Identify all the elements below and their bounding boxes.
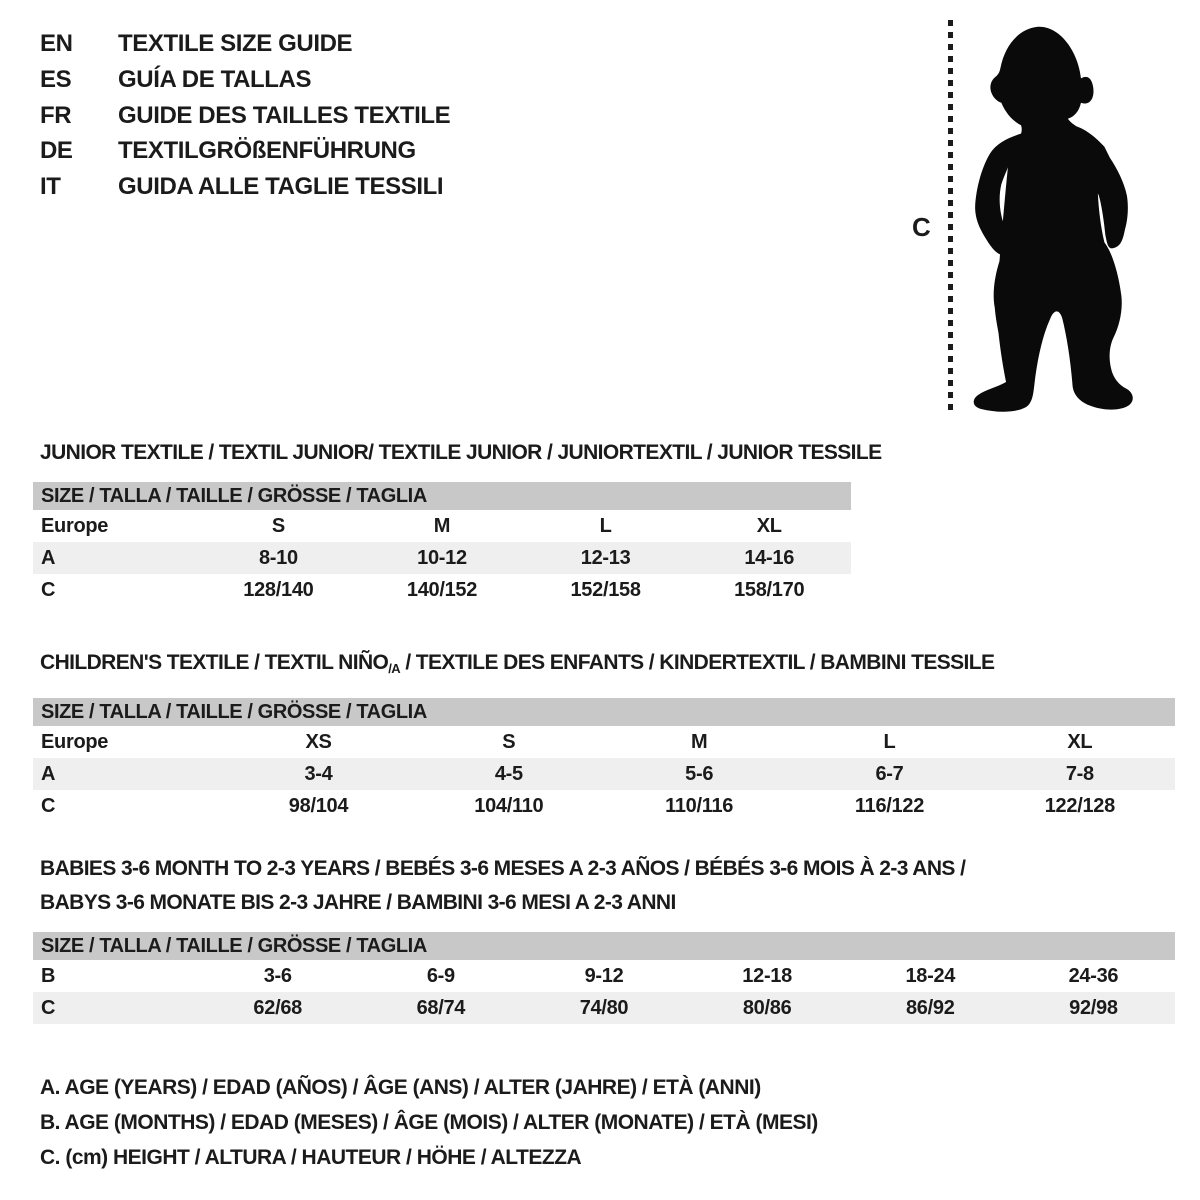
size-cell: 110/116 <box>665 794 734 817</box>
table-row <box>33 574 851 606</box>
table-row <box>33 510 851 542</box>
section-title-line <box>40 435 882 470</box>
table-row <box>33 790 1175 822</box>
size-cell: 18-24 <box>905 964 956 987</box>
title-subscript: /A <box>388 661 401 676</box>
section-title <box>40 645 1175 686</box>
title-text: BABIES 3-6 MONTH TO 2-3 YEARS / BEBÉS 3-6 MESES A 2-3 AÑOS / BÉBÉS 3-6 MOIS À 2-3 ANS / <box>40 857 966 880</box>
section-title-line <box>40 645 1175 686</box>
toddler-silhouette-icon <box>962 16 1140 420</box>
size-table <box>33 932 1175 1024</box>
size-cell: 12-13 <box>580 546 631 569</box>
size-cell: 152/158 <box>570 578 641 601</box>
title-text: / TEXTILE DES ENFANTS / KINDERTEXTIL / BAMBINI TESSILE <box>400 651 995 674</box>
table-row <box>33 726 1175 758</box>
language-code: IT <box>40 173 61 201</box>
measure-c-label: C <box>912 212 931 242</box>
row-label: C <box>41 996 56 1019</box>
size-cell: 68/74 <box>416 996 466 1019</box>
size-cell: M <box>690 730 708 753</box>
size-cell: 140/152 <box>406 578 478 601</box>
size-cell: L <box>883 730 896 753</box>
section-title <box>40 852 1175 920</box>
row-label: B <box>41 964 56 987</box>
legend-line: A. AGE (YEARS) / EDAD (AÑOS) / ÂGE (ANS) / ALTER (JAHRE) / ETÀ (ANNI) <box>40 1076 761 1099</box>
row-label: A <box>41 762 56 785</box>
size-cell: 122/128 <box>1044 794 1115 817</box>
size-table-header-row <box>33 482 851 510</box>
size-cell: 158/170 <box>734 578 805 601</box>
size-cell: 12-18 <box>742 964 792 987</box>
row-label: C <box>41 794 56 817</box>
size-cell: 92/98 <box>1069 996 1118 1019</box>
size-cell: XS <box>305 730 332 753</box>
measurement-legend <box>40 1070 818 1175</box>
size-cell: 6-7 <box>875 762 904 785</box>
size-cell: S <box>502 730 516 753</box>
size-cell: 74/80 <box>579 996 629 1019</box>
size-section-babies <box>33 852 1175 1024</box>
size-table-header: SIZE / TALLA / TAILLE / GRÖSSE / TAGLIA <box>33 482 851 510</box>
size-section-junior <box>33 435 882 606</box>
size-cell: L <box>599 514 612 537</box>
size-cell: 4-5 <box>494 762 523 785</box>
size-cell: 128/140 <box>243 578 314 601</box>
size-cell: 98/104 <box>288 794 349 817</box>
size-cell: 62/68 <box>253 996 302 1019</box>
legend-line: B. AGE (MONTHS) / EDAD (MESES) / ÂGE (MOIS) / ALTER (MONATE) / ETÀ (MESI) <box>40 1111 818 1134</box>
size-cell: XL <box>1067 730 1093 753</box>
size-cell: 5-6 <box>685 762 714 785</box>
title-text: JUNIOR TEXTILE / TEXTIL JUNIOR/ TEXTILE JUNIOR / JUNIORTEXTIL / JUNIOR TESSILE <box>40 441 882 464</box>
section-title <box>40 435 882 470</box>
language-code: ES <box>40 65 72 93</box>
row-label: Europe <box>41 730 109 753</box>
legend-line: C. (cm) HEIGHT / ALTURA / HAUTEUR / HÖHE / ALTEZZA <box>40 1146 582 1169</box>
size-table <box>33 482 851 606</box>
row-label: C <box>41 578 56 601</box>
size-cell: 116/122 <box>854 794 925 817</box>
size-cell: 9-12 <box>584 964 624 987</box>
row-label: A <box>41 546 56 569</box>
table-row <box>33 960 1175 992</box>
title-text: CHILDREN'S TEXTILE / TEXTIL NIÑO <box>40 651 389 674</box>
size-table-header: SIZE / TALLA / TAILLE / GRÖSSE / TAGLIA <box>33 698 1175 726</box>
guide-title-fr: GUIDE DES TAILLES TEXTILE <box>118 101 451 129</box>
size-cell: 14-16 <box>744 546 795 569</box>
language-code: DE <box>40 137 73 165</box>
language-code: EN <box>40 30 73 57</box>
size-cell: 3-6 <box>263 964 292 987</box>
size-cell: 3-4 <box>304 762 333 785</box>
table-row <box>33 992 1175 1024</box>
size-cell: 6-9 <box>426 964 455 987</box>
size-cell: 86/92 <box>905 996 955 1019</box>
size-table <box>33 698 1175 822</box>
table-row <box>33 758 1175 790</box>
section-title-line <box>40 886 1175 920</box>
size-cell: S <box>271 514 285 537</box>
size-cell: 80/86 <box>742 996 792 1019</box>
size-table-header: SIZE / TALLA / TAILLE / GRÖSSE / TAGLIA <box>33 932 1175 960</box>
title-text: BABYS 3-6 MONATE BIS 2-3 JAHRE / BAMBINI 3-6 MESI A 2-3 ANNI <box>40 891 676 914</box>
size-cell: 104/110 <box>474 794 544 817</box>
size-cell: 7-8 <box>1065 762 1094 785</box>
size-cell: 8-10 <box>258 546 298 569</box>
row-label: Europe <box>41 514 109 537</box>
guide-title-it: GUIDA ALLE TAGLIE TESSILI <box>118 173 444 201</box>
guide-title-de: TEXTILGRÖßENFÜHRUNG <box>118 137 416 165</box>
size-table-header-row <box>33 932 1175 960</box>
guide-title-es: GUÍA DE TALLAS <box>118 65 312 93</box>
size-cell: 10-12 <box>417 546 467 569</box>
size-cell: 24-36 <box>1068 964 1119 987</box>
size-cell: XL <box>756 514 782 537</box>
guide-title-en: TEXTILE SIZE GUIDE <box>118 30 353 57</box>
table-row <box>33 542 851 574</box>
language-list <box>40 26 450 205</box>
size-table-header-row <box>33 698 1175 726</box>
section-title-line <box>40 852 1175 886</box>
language-code: FR <box>40 101 72 129</box>
size-cell: M <box>433 514 451 537</box>
size-section-children <box>33 645 1175 822</box>
height-measure-dashed-line <box>948 20 953 416</box>
